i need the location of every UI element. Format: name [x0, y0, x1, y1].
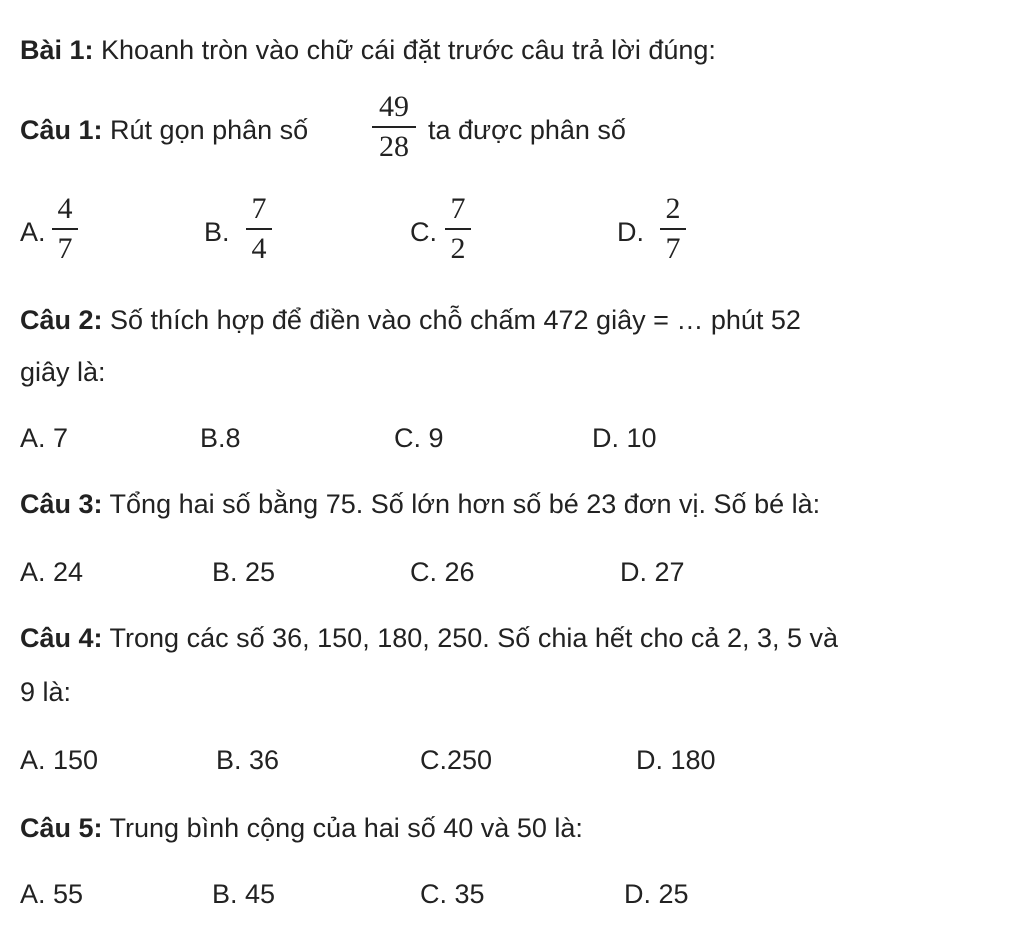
- question-4-text-cont: 9 là:: [20, 677, 72, 707]
- q4-option-d[interactable]: D. 180: [636, 745, 716, 775]
- question-4-stem: [20, 622, 838, 654]
- question-1-text-after: ta được phân số: [428, 115, 626, 145]
- q1-option-a-letter[interactable]: A.: [20, 217, 46, 247]
- fraction-denominator: 2: [450, 232, 466, 265]
- q2-option-b[interactable]: B.8: [200, 423, 241, 453]
- q1-option-c-fraction[interactable]: [445, 192, 471, 266]
- fraction-bar: [445, 228, 471, 230]
- question-2-stem: [20, 304, 801, 336]
- question-1-text: Rút gọn phân số: [102, 115, 309, 145]
- q1-option-c-letter[interactable]: C.: [410, 217, 437, 247]
- fraction-denominator: 4: [251, 232, 267, 265]
- q4-option-a[interactable]: A. 150: [20, 745, 99, 775]
- fraction-bar: [246, 228, 272, 230]
- fraction-numerator: 2: [665, 192, 681, 225]
- question-1-stem: [20, 114, 308, 146]
- question-1-label: Câu 1:: [20, 115, 103, 145]
- fraction-bar: [52, 228, 78, 230]
- q3-option-c[interactable]: C. 26: [410, 557, 475, 587]
- fraction-numerator: 49: [379, 90, 409, 123]
- fraction-numerator: 4: [57, 192, 73, 225]
- exercise-label: Bài 1:: [20, 35, 94, 65]
- question-5-stem: [20, 812, 583, 844]
- q2-option-a[interactable]: A. 7: [20, 423, 69, 453]
- question-1-fraction: [372, 90, 416, 164]
- q2-option-c[interactable]: C. 9: [394, 423, 444, 453]
- q3-option-b[interactable]: B. 25: [212, 557, 276, 587]
- exercise-instruction: Khoanh tròn vào chữ cái đặt trước câu trả lời đúng:: [93, 35, 716, 65]
- question-5-label: Câu 5:: [20, 813, 103, 843]
- q1-option-b-letter[interactable]: B.: [204, 217, 230, 247]
- q5-option-d[interactable]: D. 25: [624, 879, 689, 909]
- q1-option-b-fraction[interactable]: [246, 192, 272, 266]
- question-4-text: Trong các số 36, 150, 180, 250. Số chia hết cho cả 2, 3, 5 và: [102, 623, 839, 653]
- fraction-bar: [660, 228, 686, 230]
- q1-option-a-fraction[interactable]: [52, 192, 78, 266]
- question-2-text-cont: giây là:: [20, 357, 106, 387]
- fraction-denominator: 28: [379, 130, 409, 163]
- exercise-title: [20, 34, 716, 66]
- question-3-text: Tổng hai số bằng 75. Số lớn hơn số bé 23 đơn vị. Số bé là:: [102, 489, 821, 519]
- q4-option-c[interactable]: C.250: [420, 745, 493, 775]
- q5-option-c[interactable]: C. 35: [420, 879, 485, 909]
- question-5-text: Trung bình cộng của hai số 40 và 50 là:: [102, 813, 583, 843]
- question-4-label: Câu 4:: [20, 623, 103, 653]
- fraction-numerator: 7: [251, 192, 267, 225]
- question-3-stem: [20, 488, 820, 520]
- q1-option-d-letter[interactable]: D.: [617, 217, 644, 247]
- fraction-denominator: 7: [665, 232, 681, 265]
- q3-option-d[interactable]: D. 27: [620, 557, 685, 587]
- fraction-bar: [372, 126, 416, 128]
- fraction-numerator: 7: [450, 192, 466, 225]
- question-3-label: Câu 3:: [20, 489, 103, 519]
- q5-option-a[interactable]: A. 55: [20, 879, 84, 909]
- q2-option-d[interactable]: D. 10: [592, 423, 657, 453]
- q5-option-b[interactable]: B. 45: [212, 879, 276, 909]
- q1-option-d-fraction[interactable]: [660, 192, 686, 266]
- question-2-text: Số thích hợp để điền vào chỗ chấm 472 giây = … phút 52: [102, 305, 801, 335]
- q4-option-b[interactable]: B. 36: [216, 745, 280, 775]
- fraction-denominator: 7: [57, 232, 73, 265]
- question-2-label: Câu 2:: [20, 305, 103, 335]
- q3-option-a[interactable]: A. 24: [20, 557, 84, 587]
